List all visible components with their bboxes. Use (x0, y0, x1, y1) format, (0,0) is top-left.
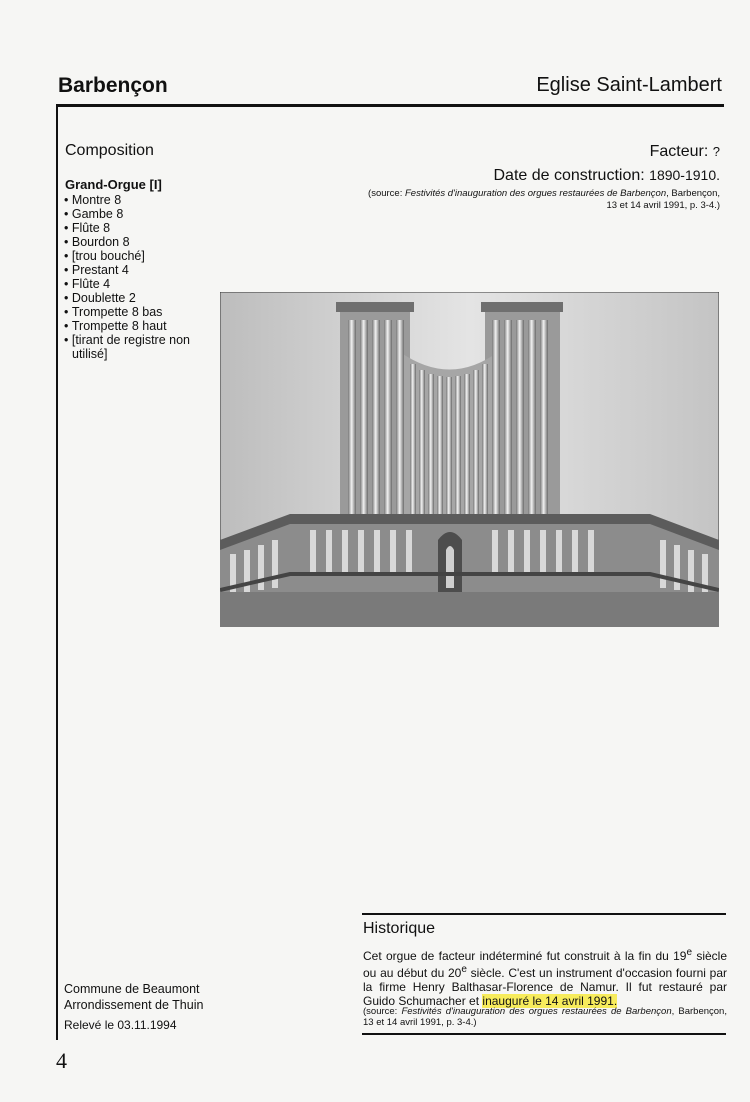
survey-date: Relevé le 03.11.1994 (64, 1018, 177, 1032)
history-text: Cet orgue de facteur indéterminé fut construit à la fin du 19e siècle ou au début du 20e siècle. C'est un instrument d'occasion fourni par la firme Henry Balthasar-Florence de Namur. Il fut restauré par Guido Schumacher et inauguré le 14 avril 1991. (363, 947, 727, 1008)
composition-title: Composition (65, 142, 154, 159)
builder-value: ? (712, 144, 720, 159)
stop-item: • Doublette 2 (64, 291, 214, 305)
commune-name: Commune de Beaumont (64, 982, 200, 996)
page-number: 4 (56, 1048, 67, 1073)
construction-date-value: 1890-1910. (649, 167, 720, 183)
arrondissement-name: Arrondissement de Thuin (64, 998, 204, 1012)
top-rule (56, 104, 724, 107)
history-title: Historique (363, 920, 436, 937)
builder-line (650, 143, 720, 161)
stop-item: • Trompette 8 bas (64, 305, 214, 319)
history-source-citation: (source: Festivités d'inauguration des orgues restaurées de Barbençon, Barbençon, 13 et 14 avril 1991, p. 3-4.) (363, 1006, 727, 1028)
builder-label: Facteur: (649, 143, 709, 160)
stop-item: • [trou bouché] (64, 249, 214, 263)
stop-item: • Montre 8 (64, 193, 214, 207)
stop-item: • Flûte 8 (64, 221, 214, 235)
place-title: Barbençon (58, 74, 168, 97)
construction-date-label: Date de construction: (493, 167, 645, 184)
church-title: Eglise Saint-Lambert (536, 74, 722, 96)
highlighted-text: inauguré le 14 avril 1991. (482, 994, 618, 1008)
stop-list (64, 193, 214, 361)
stop-item: • Trompette 8 haut (64, 319, 214, 333)
stop-item: • [tirant de registre non utilisé] (64, 333, 214, 361)
history-bottom-rule (362, 1033, 726, 1035)
history-top-rule (362, 913, 726, 915)
construction-date-line (494, 167, 721, 185)
stop-item: • Prestant 4 (64, 263, 214, 277)
organ-photo (220, 292, 719, 627)
stop-item: • Flûte 4 (64, 277, 214, 291)
left-rule (56, 107, 58, 1040)
commune-block (64, 981, 203, 1013)
division-name: Grand-Orgue [I] (65, 177, 162, 192)
source-citation: (source: Festivités d'inauguration des orgues restaurées de Barbençon, Barbençon, 13 et 14 avril 1991, p. 3-4.) (368, 188, 720, 211)
stop-item: • Gambe 8 (64, 207, 214, 221)
stop-item: • Bourdon 8 (64, 235, 214, 249)
